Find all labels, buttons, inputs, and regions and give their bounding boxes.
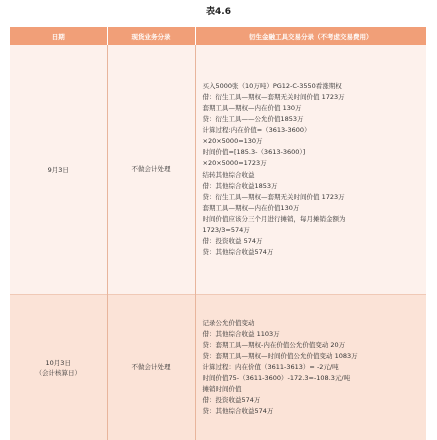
- table-row: [10, 295, 426, 440]
- entry-line: 套期工具—期权—内在价值 130万: [202, 103, 302, 112]
- entry-line: ×20×5000=1723万: [202, 159, 267, 168]
- entry-line: 借：衍生工具—期权—套期无关时间价值 1723万: [202, 92, 345, 101]
- entry-line: 贷：套期工具—期权-内在价值公允价值变动 20万: [202, 340, 346, 349]
- entry-line: 计算过程：内在价值（3611-3613）= -2元/吨: [202, 362, 339, 371]
- spot-entry-cell: [107, 295, 195, 440]
- entry-line: 摊销时间价值: [202, 385, 242, 394]
- date-text: 10月3日: [45, 358, 71, 367]
- table-caption: 表4.6: [206, 7, 231, 17]
- entry-line: 借：投资收益574万: [202, 396, 261, 405]
- entry-line: 贷：衍生工具——公允价值1853万: [202, 115, 304, 124]
- header-derivative-entries: 衍生金融工具交易分录（不考虑交易费用）: [195, 27, 426, 45]
- date-note-text: （会计核算日）: [35, 368, 81, 377]
- accounting-table: [10, 27, 426, 440]
- derivative-entries-cell: [195, 45, 426, 295]
- entry-line: 记录公允价值变动: [202, 318, 255, 327]
- entry-line: 套期工具—期权—内在价值130万: [202, 203, 300, 212]
- entry-line: 计算过程:内在价值=（3613-3600）: [202, 126, 311, 135]
- date-cell: [10, 45, 107, 295]
- entry-line: 1723/3=574万: [202, 225, 250, 234]
- entry-line: 时间价值75-（3611-3600）-172.3=-108.3元/吨: [202, 374, 351, 383]
- entry-line: 借：投资收益 574万: [202, 237, 263, 246]
- derivative-entries-cell: [195, 295, 426, 440]
- entry-line: 借：其他综合收益 1103万: [202, 329, 280, 338]
- entry-line: 贷：其他综合收益574万: [202, 407, 274, 416]
- entry-line: 贷：衍生工具—期权—套期无关时间价值 1723万: [202, 192, 345, 201]
- header-date: 日期: [10, 27, 107, 45]
- spot-entry-text: 不做会计处理: [131, 164, 171, 173]
- entry-line: 结转其他综合收益: [202, 170, 255, 179]
- table-header-row: [10, 27, 426, 45]
- entry-line: 贷：套期工具—期权—时间价值公允价值变动 1083万: [202, 351, 358, 360]
- spot-entry-cell: [107, 45, 195, 295]
- entry-line: 贷：其他综合收益574万: [202, 248, 274, 257]
- table-row: [10, 45, 426, 295]
- spot-entry-text: 不做会计处理: [131, 362, 171, 371]
- date-text: 9月3日: [47, 165, 69, 174]
- entry-line: 时间价值应该分三个月进行摊销，每月摊销金额为: [202, 214, 346, 223]
- entry-line: 借：其他综合收益1853万: [202, 181, 278, 190]
- entry-line: 时间价值=[185.3-（3613-3600）]: [202, 148, 306, 157]
- header-spot-entries: 现货业务分录: [107, 27, 195, 45]
- date-cell: [10, 295, 107, 440]
- entry-line: 买入5000张（10万吨）PG12-C-3550看涨期权: [202, 81, 342, 90]
- entry-line: ×20×5000=130万: [202, 137, 263, 146]
